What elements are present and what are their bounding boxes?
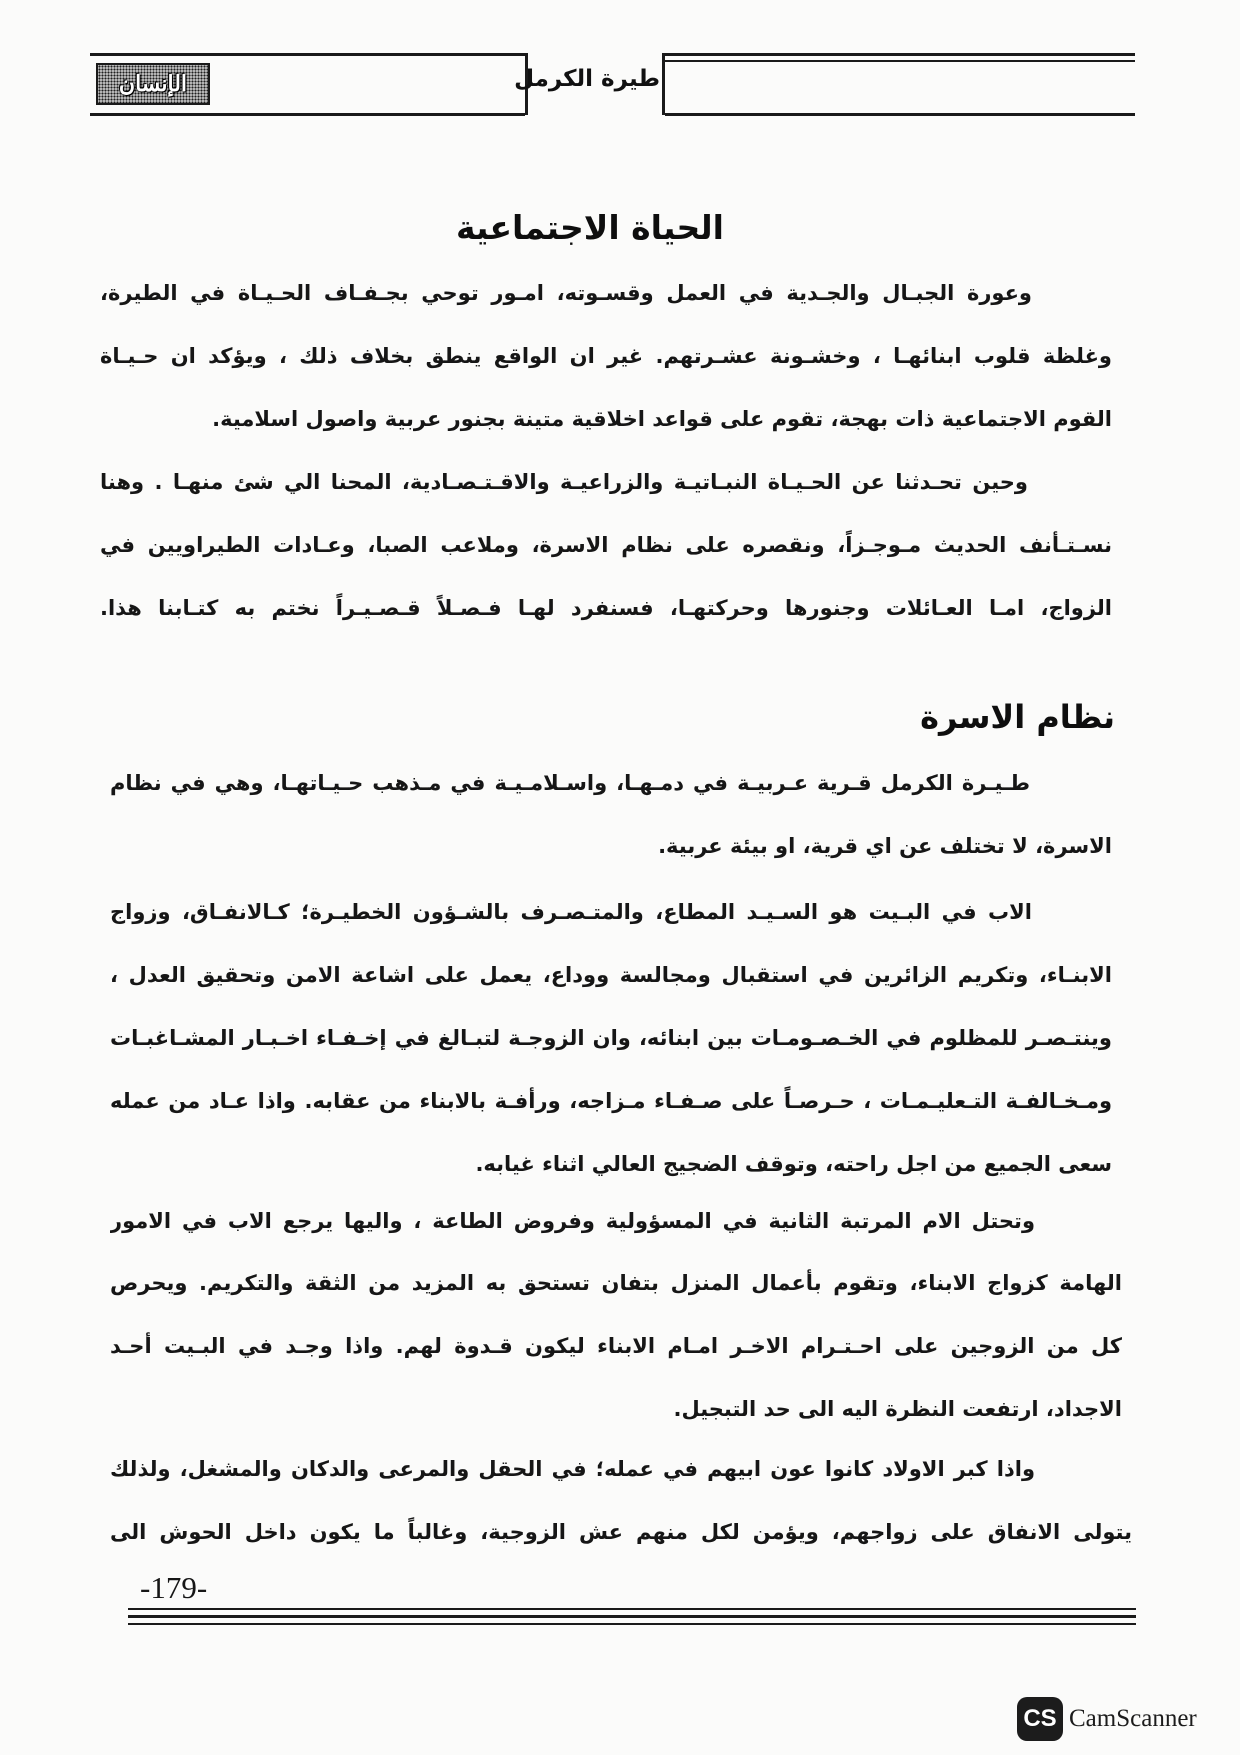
footer-rule	[128, 1608, 1136, 1610]
text-line: يتولى الانفاق على زواجهم، ويؤمن لكل منهم عش الزوجية، وغالباً ما يكون داخل الحوش الى	[110, 1520, 1132, 1544]
scanner-watermark	[1017, 1697, 1197, 1741]
text-line: وتحتل الام المرتبة الثانية في المسؤولية وفروض الطاعة ، واليها يرجع الاب في الامور	[110, 1209, 1035, 1233]
header-rule	[665, 60, 1135, 62]
header-rule	[90, 113, 525, 116]
text-line: نسـتـأنف الحديث مـوجـزاً، ونقصره على نظام الاسرة، وملاعب الصبا، وعـادات الطيراويين في	[100, 533, 1112, 557]
text-line: واذا كبر الاولاد كانوا عون ابيهم في عمله؛ في الحقل والمرعى والدكان والمشغل، ولذلك	[110, 1457, 1035, 1481]
text-line: كل من الزوجين على احـتـرام الاخـر امـام الابناء ليكون قـدوة لهم. واذا وجـد في البـيت أحـد	[110, 1334, 1122, 1358]
footer-rule	[128, 1615, 1136, 1618]
text-line: الهامة كزواج الابناء، وتقوم بأعمال المنزل بتفان تستحق به المزيد من الثقة والتكريم. ويحرص	[110, 1271, 1122, 1295]
running-title: طيرة الكرمل	[514, 66, 660, 92]
text-line: وينتـصـر للمظلوم في الخـصـومـات بين ابنائه، وان الزوجـة لتبـالغ في إخـفـاء اخـبـار المشـاغبـات	[110, 1026, 1112, 1050]
page-title: الحياة الاجتماعية	[456, 208, 724, 247]
text-line: وغلظة قلوب ابنائهـا ، وخشـونة عشـرتهم. غير ان الواقع ينطق بخلاف ذلك ، ويؤكد ان حـيـاة	[100, 344, 1112, 368]
text-line: ومـخـالفـة التـعليـمـات ، حـرصـاً على صـفـاء مـزاجه، ورأفـة بالابناء من عقابه. واذا عـاد من عمله	[110, 1089, 1112, 1113]
camscanner-logo-icon: CS	[1017, 1697, 1063, 1741]
header-divider	[662, 53, 665, 115]
camscanner-label: CamScanner	[1069, 1705, 1197, 1732]
text-line: الزواج، امـا العـائلات وجنورها وحركتهـا، فسنفرد لهـا فـصـلاً قـصـيـراً نختم به كتـابنا هذا.	[100, 596, 1112, 620]
header-rule	[90, 53, 525, 56]
text-line: وحين تحـدثنا عن الحـيـاة النبـاتيـة والزراعيـة والاقـتـصـادية، المحنا الي شئ منهـا . وهنا	[100, 470, 1028, 494]
text-line: القوم الاجتماعية ذات بهجة، تقوم على قواعد اخلاقية متينة بجنور عربية واصول اسلامية.	[212, 407, 1112, 431]
text-line: وعورة الجبـال والجـدية في العمل وقسـوته، امـور توحي بجـفـاف الحـيـاة في الطيرة،	[100, 281, 1032, 305]
section-badge	[96, 63, 210, 105]
text-line: الاسرة، لا تختلف عن اي قرية، او بيئة عربية.	[658, 834, 1112, 858]
section-heading: نظام الاسرة	[920, 698, 1115, 736]
text-line: الاجداد، ارتفعت النظرة اليه الى حد التبجيل.	[673, 1397, 1122, 1421]
text-line: طـيـرة الكرمل قـرية عـربيـة في دمـهـا، واسـلامـيـة في مـذهب حـيـاتهـا، وهي في نظام	[110, 771, 1030, 795]
footer-rule	[128, 1623, 1136, 1625]
header-rule	[665, 53, 1135, 56]
header-rule	[665, 113, 1135, 116]
section-badge-label: الإنسان	[118, 71, 188, 97]
page-number: -179-	[140, 1570, 208, 1605]
text-line: سعى الجميع من اجل راحته، وتوقف الضجيج العالي اثناء غيابه.	[475, 1152, 1112, 1176]
text-line: الابنـاء، وتكريم الزائرين في استقبال ومجالسة ووداع، يعمل على اشاعة الامن وتحقيق العدل ،	[110, 963, 1112, 987]
text-line: الاب في البـيت هو السـيـد المطاع، والمتـصـرف بالشـؤون الخطيـرة؛ كـالانفـاق، وزواج	[110, 900, 1032, 924]
